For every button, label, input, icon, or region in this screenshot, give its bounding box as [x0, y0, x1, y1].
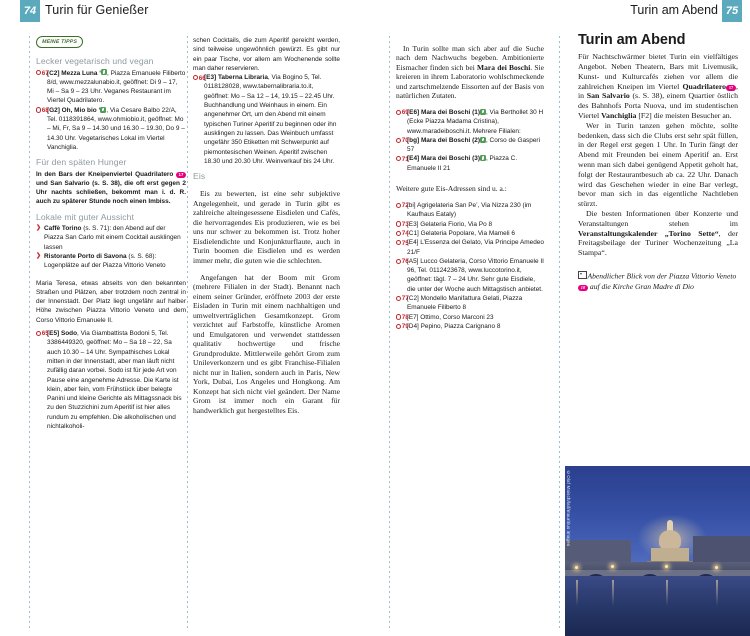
photo-street-lamp [575, 566, 578, 569]
column-divider-2 [187, 36, 188, 630]
listing-number-67: 67 [36, 69, 49, 78]
more-addresses-intro: Weitere gute Eis-Adressen sind u. a.: [396, 184, 507, 194]
section-title-turin-am-abend: Turin am Abend [578, 32, 686, 48]
eis-paragraph-2: Angefangen hat der Boom mit Grom (mehrere Filialen in der Stadt). Benannt nach einem seiner Gründer, eröffnete 2003 der erste Eisladen in Turin mit einem nachhaltigen und umweltverträglichen Gesamtkonzept. Grom verzichtet auf Farbstoffe, künstliche Aromen und Emulgatoren und verwendet stattdessen qualitativ hochwertige und frische Grundprodukte. Mittlerweile gehört Grom zum Unileverkonzern und es gibt Franchise-Filialen nicht nur in Italien, sondern auch in Paris, New York, Dubai, Los Angeles und Hongkong. Am Konzept hat sich nicht viel geändert. Der Name Grom ist immer noch ein Garant für handwerklich gut hergestelltes Eis. [193, 272, 340, 415]
subheading-vegan: Lecker vegetarisch und vegan [36, 56, 154, 67]
bullet-porto-di-savona [36, 252, 186, 271]
listing-number-69: 69 [396, 108, 409, 117]
subheading-hunger: Für den späten Hunger [36, 157, 127, 168]
listing-number-65: 65 [36, 329, 49, 338]
listing-76 [396, 257, 544, 294]
meine-tipps-badge: MEINE TIPPS [36, 36, 84, 48]
listing-67 [36, 69, 186, 106]
red-dot-icon [36, 331, 41, 336]
maria-teresa-paragraph: Maria Teresa, etwas abseits von den bekannten Straßen und Plätzen, aber trotzdem noch zentral in der Innenstadt. Der Platz liegt ungefähr auf halber Höhe zwischen Piazza Vittorio Veneto und dem Corso Vittorio Emanuele II. [36, 279, 186, 324]
photo-light-reflection [666, 580, 668, 606]
listing-68-lead: [G2] Oh, Mio bio ‘ [47, 106, 101, 114]
listing-number-79: 79 [396, 322, 409, 331]
column-four [578, 32, 738, 292]
abend-p3-c: , der Freitagsbeilage der Turiner Wochenzeitung „La Stampa“. [578, 228, 738, 258]
red-dot-icon [396, 324, 401, 329]
listing-number-70: 70 [396, 136, 409, 145]
abend-paragraph-1 [578, 52, 738, 121]
listing-77 [396, 294, 544, 313]
photo-light-reflection [576, 580, 578, 606]
caption-text-a: Abendlicher Blick von der Piazza Vittorio Veneto [587, 271, 737, 281]
hunger-paragraph [36, 170, 186, 207]
photo-caption [578, 271, 738, 292]
listing-69-rest: , Via Berthollet 30 H (Ecke Piazza Madama Cristina), www.maradeiboschi.it. Mehrere Filialen: [407, 109, 544, 135]
abend-p1-a: Für Nachtschwärmer bietet Turin ein vielfältiges Angebot. Neben Theatern, Bars mit Livemusik, Kunst- und Kulturcafés ziehen vor allem die zahlreichen Kneipen im Viertel [578, 52, 738, 91]
bullet-1-rest: (s. S. 71): den Abend auf der Piazza San Carlo mit einem Cocktail ausklingen lassen [44, 225, 181, 251]
vegan-leaf-icon [101, 69, 107, 75]
listing-number-72: 72 [396, 201, 409, 210]
red-dot-icon [396, 203, 401, 208]
page-header [0, 0, 750, 24]
abend-p1-san-salvario: San Salvario [586, 91, 630, 101]
listing-75-text: [E4] L’Essenza del Gelato, Via Principe Amedeo 21/F [407, 239, 544, 256]
vegan-leaf-icon [480, 155, 486, 161]
column-divider-4 [559, 36, 560, 630]
listing-70-lead: [bg] Mara dei Boschi (2) [407, 136, 480, 144]
photo-piazza-vittorio-veneto [565, 466, 750, 636]
vegan-leaf-icon [100, 107, 106, 113]
listing-70-rest: , Corso de Gasperi 57 [407, 136, 540, 154]
map-pin-18: 18 [578, 285, 588, 291]
column-one [36, 36, 186, 431]
abend-paragraph-3 [578, 209, 738, 258]
eis-paragraph-1: Eis zu bewerten, ist eine sehr subjektive Angelegenheit, und gerade in Turin gibt es zahlreiche alteingesessene Eisdielen und Cafés, die hervorragendes Eis produzieren, wie es bei uns nur schwer zu bekommen ist. Trotz hoher Eisdielendichte und Konjunkturflaute, auch in Turin boomen die Eisdielen und es werden immer mehr, die guten wie die schlechten. [193, 189, 340, 265]
red-dot-icon [396, 156, 401, 161]
listing-number-66: 66 [193, 74, 206, 83]
subheading-aussicht: Lokale mit guter Aussicht [36, 211, 135, 222]
listing-78 [396, 313, 544, 322]
listing-71-rest: , Piazza C. Emanuele II 21 [407, 155, 518, 172]
photo-light-reflection [612, 580, 614, 606]
bullet-1-bold: Caffè Torino [44, 225, 82, 233]
right-page-number: 75 [722, 0, 742, 22]
right-page-title: Turin am Abend [630, 3, 718, 17]
mara-intro-a: In Turin sollte man sich aber auf die Suche nach dem Nachwuchs begeben. Ambitionierte Eismacher finden sich bei [396, 43, 544, 72]
listing-number-75: 75 [396, 239, 409, 248]
photo-light-reflection [716, 580, 718, 606]
listing-number-68: 68 [36, 106, 49, 115]
red-dot-icon [396, 259, 401, 264]
listing-65-rest: , Via Giambattista Bodoni 5, Tel. 3386449320, geöffnet: Mo – Sa 18 – 22, Sa auch 10.30 – 14 Uhr. Sympathisches Lokal mitten in der Innenstadt, aber man läuft nicht zufällig daran vorbei. Sodo ist für jede Art von Pause eine angenehme Adresse. Die Karte ist klein, aber fein, vom Frühstück über belegte Panini und kleine Gerichte als Mittagssnack bis zu den Stuzzichini zum Aperitif ist hier alles rundum zu empfehlen. Die alkoholischen und nichtalkoholi- [47, 330, 182, 430]
listing-74 [396, 229, 544, 238]
listing-72 [396, 201, 544, 220]
listing-65-lead: [E5] Sodo [47, 330, 78, 338]
map-pin-17: 17 [176, 172, 186, 178]
left-page-title: Turin für Genießer [45, 3, 149, 17]
listing-70 [396, 136, 544, 155]
listing-76-text: [A5] Lucco Gelateria, Corso Vittorio Emanuele II 96, Tel. 0112423678, www.luccotorino.it, geöffnet: tägl. 7 – 24 Uhr. Sehr gute Eisdiele, die unter der Woche auch Mittagstisch anbietet. [407, 257, 544, 293]
red-dot-icon [396, 221, 401, 226]
listing-66 [193, 73, 340, 166]
abend-p1-c: , in [578, 81, 738, 101]
photo-church-dome [659, 530, 681, 550]
photo-credit: ©Olaf Maisch/laif/mauritius images [566, 470, 571, 547]
mara-intro-rest: . Sie kreieren in ihrem Laboratorio wohlschmeckende und zartschmelzende Eissorten auf der Basis von natürlichen Zutaten. [396, 62, 545, 100]
listing-72-text: [bi] Agrigelateria San Pe’, Via Nizza 230 (im Kaufhaus Eataly) [407, 202, 532, 219]
listing-number-76: 76 [396, 257, 409, 266]
camera-photo-icon [578, 271, 587, 279]
abend-p3-a: Die besten Informationen über Konzerte und Veranstaltungen stehen im [578, 209, 738, 228]
listing-79 [396, 322, 544, 331]
caption-text-b: auf die Kirche Gran Madre di Dio [588, 281, 694, 291]
red-dot-icon [36, 107, 41, 112]
chevron-right-icon: ❯ [36, 252, 42, 259]
listing-75 [396, 238, 544, 257]
listing-number-71: 71 [396, 155, 409, 164]
vegan-leaf-icon [480, 137, 486, 143]
listing-77-text: [C2] Mondello Manifattura Gelati, Piazza Emanuele Filiberto 8 [407, 295, 523, 312]
column-two [193, 36, 340, 423]
listing-79-text: [D4] Pepino, Piazza Carignano 8 [407, 322, 501, 330]
bullet-2-rest: (s. S. 68): Logenplätze auf der Piazza Vittorio Veneto [44, 252, 166, 270]
left-page-number: 74 [20, 0, 40, 22]
red-dot-icon [396, 296, 401, 301]
listing-69 [396, 108, 544, 136]
listing-71 [396, 154, 544, 173]
listing-68 [36, 106, 186, 152]
listing-number-78: 78 [396, 313, 409, 322]
red-dot-icon [396, 138, 401, 143]
bullet-caffe-torino [36, 224, 186, 252]
listing-number-74: 74 [396, 229, 409, 238]
vegan-leaf-icon [480, 109, 486, 115]
listing-74-text: [C1] Gelateria Popolare, Via Mameli 6 [407, 229, 515, 237]
red-dot-icon [396, 314, 401, 319]
photo-street-lamp [611, 565, 614, 568]
photo-street-lamp [665, 565, 668, 568]
listing-number-73: 73 [396, 220, 409, 229]
listing-65 [36, 329, 186, 431]
listing-78-text: [E7] Ottimo, Corso Marconi 23 [407, 313, 494, 321]
abend-p1-vanchiglia: Vanchiglia [601, 111, 637, 121]
subheading-eis: Eis [193, 171, 206, 182]
chevron-right-icon: ❯ [36, 225, 42, 232]
red-dot-icon [396, 231, 401, 236]
mara-intro-paragraph [396, 44, 544, 101]
red-dot-icon [396, 240, 401, 245]
photo-river-po [565, 576, 750, 636]
listing-71-lead: [E4] Mara dei Boschi (3) [407, 155, 480, 163]
mara-intro-bold: Mara dei Boschi [477, 62, 531, 72]
hunger-text-b: und San Salvario (s. S. 38), die oft erst gegen 2 Uhr nachts schließen, bekommt man i. d. R. auch zu späterer Stunde noch einen Imbiss. [36, 179, 186, 206]
hunger-text-a: In den Bars der Kneipenviertel Quadrilatero [36, 170, 176, 178]
abend-paragraph-2: Wer in Turin tanzen gehen möchte, sollte bedenken, dass sich die Clubs erst sehr spät füllen, in der Regel erst gegen 1 Uhr. In Turin fängt der Abend mit Freunden bei einem Aperitif an. Erst wenn man sich dabei genügend Appetit geholt hat, folgt der Restaurantbesuch ab ca. 22 Uhr. Danach wird das Geschehen wieder in eine Bar verlegt, bevor man sich in das eigentliche Nachtleben stürzt. [578, 120, 738, 209]
photo-church-gran-madre [649, 520, 691, 564]
listing-68-rest: , Via Cesare Balbo 22/A, Tel. 0118391864, www.ohmiobio.it, geöffnet: Mo – Mi, Fr, Sa 9 – 14.30 und 16.30 – 19.30, Do 9 – 14.30 Uhr. Vegetarisches Lokal im Viertel Vanchiglia. [47, 106, 185, 151]
listing-69-lead: [E6] Mara dei Boschi (1) [407, 109, 480, 116]
column-three [396, 36, 544, 331]
map-pin-17: 17 [726, 85, 736, 91]
listing-67-rest: , Piazza Emanuele Filiberto 8/d, www.mezzalunabio.it, geöffnet: Di 9 – 17, Mi – Sa 9 – 23 Uhr. Veganes Restaurant im Viertel Quadrilatero. [47, 69, 186, 105]
sodo-continued: schen Cocktails, die zum Aperitif gereicht werden, sind teilweise ungewöhnlich gewürzt. Es gibt nur ein paar Tische, vor allem am Wochenende sollte man daher reservieren. [193, 37, 340, 72]
listing-73-text: [E3] Gelateria Fiorio, Via Po 8 [407, 220, 493, 228]
column-divider-1 [29, 36, 30, 630]
abend-p1-d: (s. S. 38), einem Quartier östlich des Bahnhofs Porta Nuova, und im studentischen Viertel [578, 91, 738, 121]
red-dot-icon [36, 70, 41, 75]
red-dot-icon [193, 75, 198, 80]
red-dot-icon [396, 110, 401, 115]
listing-73 [396, 220, 544, 229]
listing-66-rest: , Via Bogino 5, Tel. 0118128028, www.tabernalibraria.to.it, geöffnet: Mo – Sa 12 – 14, 19.15 – 22.45 Uhr. Buchhandlung und Weinhaus in einem. Ein angenehmer Ort, um den Abend mit einem typischen Turiner Aperitif zu beginnen oder ihn ausklingen zu lassen. Das Weinbuch umfasst ungefähr 350 Etiketten mit Schwerpunkt auf piemontesischen Weinen. Aperitif zwischen 18.30 und 20.30 Uhr. Weinverkauf bis 24 Uhr. [204, 74, 337, 165]
column-divider-3 [389, 36, 390, 630]
abend-p1-e: [F2] die meisten Besucher an. [636, 111, 732, 121]
photo-street-lamp [715, 566, 718, 569]
abend-p1-quadrilatero: Quadrilatero [682, 81, 727, 91]
abend-p3-kalender: Veranstaltungskalender „Torino Sette“ [578, 228, 719, 238]
listing-66-lead: [E3] Taberna Libraria [204, 74, 268, 82]
bullet-2-bold: Ristorante Porto di Savona [44, 252, 127, 260]
listing-67-lead: [C2] Mezza Luna ‘ [47, 69, 102, 77]
listing-number-77: 77 [396, 294, 409, 303]
